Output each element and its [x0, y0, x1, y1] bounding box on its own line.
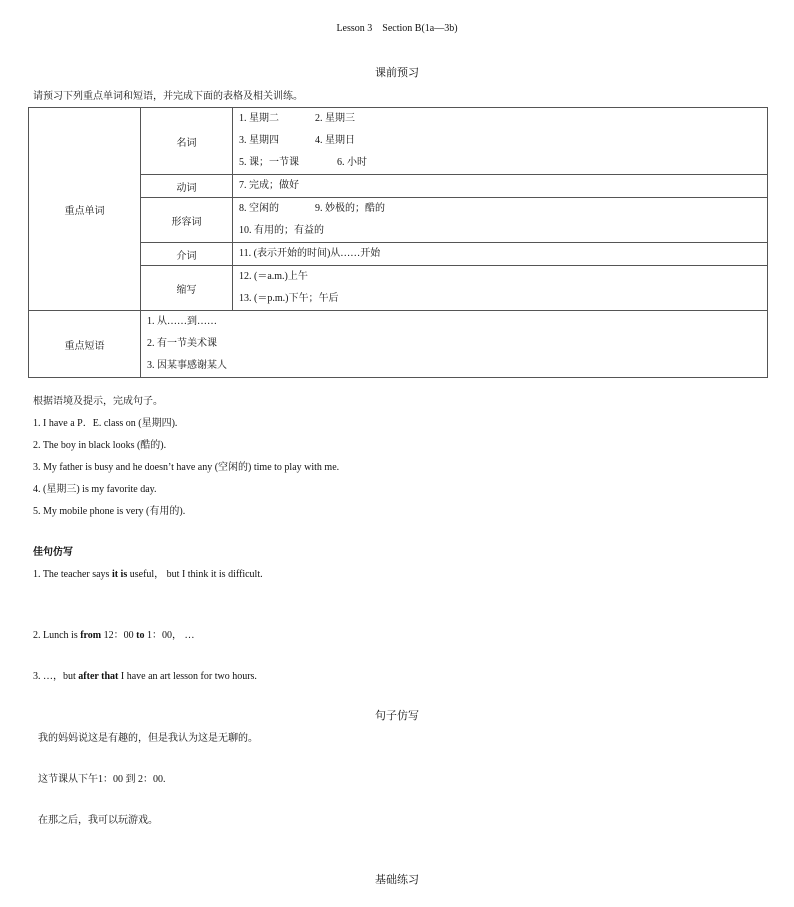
vocab-item: 8. 空闲的 — [239, 203, 279, 214]
imitate-sentence-1 — [33, 565, 263, 580]
vocab-item: 10. 有用的；有益的 — [239, 225, 324, 236]
abbr-label: 缩写 — [141, 266, 233, 311]
vocab-item: 5. 课；一节课 — [239, 157, 299, 168]
preview-title: 课前预习 — [375, 67, 419, 79]
vocab-table — [28, 107, 768, 378]
fill-sentence: 4. (星期三) is my favorite day. — [33, 484, 157, 495]
vocab-item: 4. 星期日 — [315, 135, 355, 146]
fill-instruction: 根据语境及提示，完成句子。 — [33, 396, 163, 407]
bold-span: after that — [78, 671, 119, 682]
prep-label: 介词 — [141, 243, 233, 266]
vocab-item: 9. 妙极的；酷的 — [315, 203, 385, 214]
vocab-item: 3. 星期四 — [239, 135, 279, 146]
noun-label: 名词 — [141, 108, 233, 175]
basic-practice-title: 基础练习 — [375, 874, 419, 886]
phrase-item: 2. 有一节美术课 — [147, 338, 217, 349]
vocab-item: 7. 完成；做好 — [239, 180, 299, 191]
vocab-item: 6. 小时 — [337, 157, 367, 168]
preview-instruction: 请预习下列重点单词和短语，并完成下面的表格及相关训练。 — [33, 91, 303, 102]
practice-sentence: 这节课从下午1：00 到 2：00. — [38, 774, 166, 785]
fill-sentence: 5. My mobile phone is very (有用的). — [33, 506, 186, 517]
adj-label: 形容词 — [141, 198, 233, 243]
imitate-title: 佳句仿写 — [33, 547, 73, 558]
text-span: 1：00， … — [144, 630, 195, 641]
lesson-header — [0, 23, 794, 34]
noun-items — [233, 108, 768, 175]
sentence-practice-title: 句子仿写 — [375, 710, 419, 722]
adj-items — [233, 198, 768, 243]
abbr-items — [233, 266, 768, 311]
vocab-item: 12. (＝a.m.)上午 — [239, 271, 308, 282]
fill-sentence: 3. My father is busy and he doesn’t have any (空闲的) time to play with me. — [33, 462, 340, 473]
text-span: 3. …，but — [33, 671, 79, 682]
key-phrases-label: 重点短语 — [29, 311, 141, 378]
prep-items — [233, 243, 768, 266]
verb-label: 动词 — [141, 175, 233, 198]
phrase-items — [141, 311, 768, 378]
fill-sentence: 1. I have a P．E. class on (星期四). — [33, 418, 178, 429]
bold-span: it is — [111, 569, 128, 580]
section-label: Section B(1a—3b) — [382, 23, 458, 34]
verb-items — [233, 175, 768, 198]
practice-sentence: 我的妈妈说这是有趣的，但是我认为这是无聊的。 — [38, 733, 258, 744]
text-span: useful， but I think it is difficult. — [127, 569, 263, 580]
phrase-item: 3. 因某事感谢某人 — [147, 360, 227, 371]
imitate-sentence-3 — [33, 667, 257, 682]
text-span: 2. Lunch is — [33, 630, 81, 641]
imitate-sentence-2 — [33, 626, 194, 641]
bold-span: from — [80, 630, 102, 641]
fill-sentence: 2. The boy in black looks (酷的). — [33, 440, 167, 451]
text-span: I have an art lesson for two hours. — [118, 671, 257, 682]
vocab-item: 11. (表示开始的时间)从……开始 — [239, 248, 381, 259]
bold-span: to — [136, 630, 145, 641]
vocab-item: 1. 星期二 — [239, 113, 279, 124]
text-span: 12：00 — [101, 630, 137, 641]
vocab-item: 2. 星期三 — [315, 113, 355, 124]
vocab-item: 13. (＝p.m.)下午；午后 — [239, 293, 339, 304]
practice-sentence: 在那之后，我可以玩游戏。 — [38, 815, 158, 826]
text-span: 1. The teacher says — [33, 569, 112, 580]
key-words-label: 重点单词 — [29, 108, 141, 311]
phrase-item: 1. 从……到…… — [147, 316, 217, 327]
lesson-label: Lesson 3 — [336, 23, 373, 34]
